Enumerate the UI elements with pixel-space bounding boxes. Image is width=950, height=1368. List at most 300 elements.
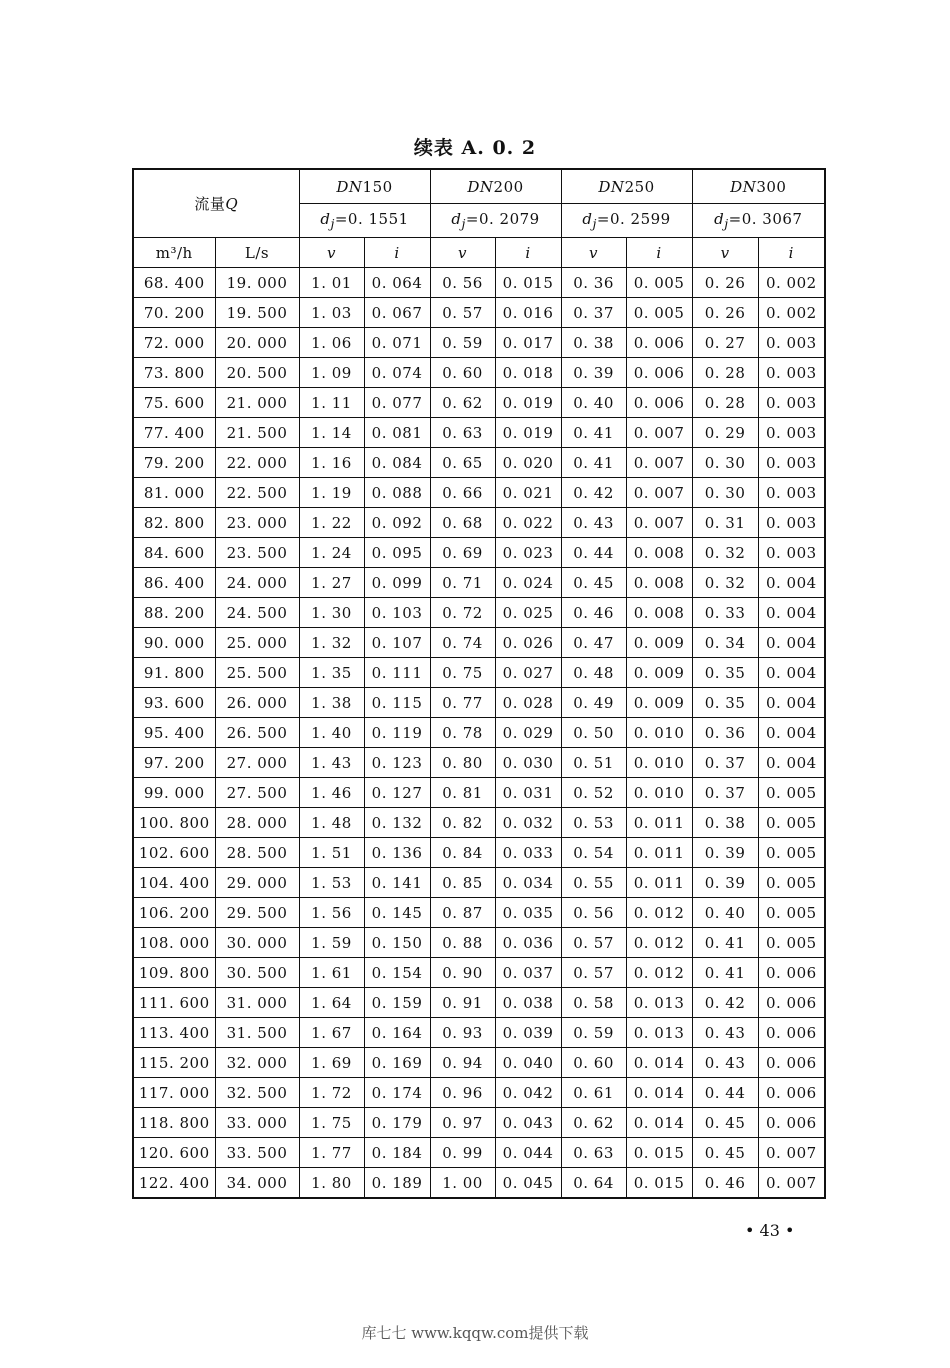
table-cell: 0. 50: [561, 718, 626, 748]
table-row: [133, 988, 825, 1018]
table-cell: 0. 006: [758, 1048, 825, 1078]
table-cell: 0. 26: [692, 298, 758, 328]
dj-value: =0. 2079: [465, 210, 540, 228]
table-cell: 0. 66: [430, 478, 495, 508]
table-cell: 0. 41: [692, 928, 758, 958]
table-cell: 1. 27: [299, 568, 364, 598]
table-cell: 0. 103: [364, 598, 430, 628]
table-cell: 0. 010: [626, 778, 692, 808]
table-cell: 0. 033: [495, 838, 561, 868]
table-cell: 81. 000: [133, 478, 215, 508]
dn-prefix: DN: [336, 177, 363, 196]
table-cell: 0. 044: [495, 1138, 561, 1168]
table-cell: 86. 400: [133, 568, 215, 598]
table-cell: 117. 000: [133, 1078, 215, 1108]
table-row: [133, 568, 825, 598]
flow-symbol: Q: [225, 195, 239, 213]
table-cell: 0. 78: [430, 718, 495, 748]
table-cell: 1. 24: [299, 538, 364, 568]
table-row: [133, 868, 825, 898]
table-cell: 72. 000: [133, 328, 215, 358]
table-body: [133, 268, 825, 1199]
dj-header-0: [299, 204, 430, 238]
table-cell: 1. 43: [299, 748, 364, 778]
table-cell: 0. 72: [430, 598, 495, 628]
table-row: [133, 358, 825, 388]
table-cell: 21. 500: [215, 418, 299, 448]
table-cell: 0. 038: [495, 988, 561, 1018]
table-cell: 0. 018: [495, 358, 561, 388]
table-row: [133, 1168, 825, 1199]
table-cell: 1. 80: [299, 1168, 364, 1199]
table-cell: 0. 092: [364, 508, 430, 538]
table-cell: 0. 189: [364, 1168, 430, 1199]
table-cell: 0. 32: [692, 538, 758, 568]
table-cell: 0. 016: [495, 298, 561, 328]
table-cell: 0. 91: [430, 988, 495, 1018]
table-cell: 0. 013: [626, 1018, 692, 1048]
table-cell: 1. 06: [299, 328, 364, 358]
table-cell: 1. 09: [299, 358, 364, 388]
table-cell: 0. 031: [495, 778, 561, 808]
dn-header-1: [430, 169, 561, 204]
table-cell: 0. 48: [561, 658, 626, 688]
i-header: i: [626, 238, 692, 268]
table-cell: 0. 008: [626, 568, 692, 598]
table-cell: 0. 61: [561, 1078, 626, 1108]
table-cell: 0. 009: [626, 628, 692, 658]
table-cell: 0. 99: [430, 1138, 495, 1168]
table-cell: 0. 006: [626, 358, 692, 388]
table-cell: 0. 29: [692, 418, 758, 448]
dn-prefix: DN: [598, 177, 625, 196]
table-cell: 0. 57: [561, 928, 626, 958]
table-cell: 33. 500: [215, 1138, 299, 1168]
table-cell: 1. 69: [299, 1048, 364, 1078]
table-cell: 0. 004: [758, 598, 825, 628]
table-cell: 30. 500: [215, 958, 299, 988]
table-cell: 0. 005: [758, 778, 825, 808]
table-cell: 0. 014: [626, 1108, 692, 1138]
table-cell: 88. 200: [133, 598, 215, 628]
table-cell: 0. 025: [495, 598, 561, 628]
table-cell: 0. 64: [561, 1168, 626, 1199]
dj-sub: j: [592, 216, 597, 231]
table-cell: 1. 46: [299, 778, 364, 808]
dn-value: 150: [362, 177, 393, 196]
table-cell: 0. 39: [692, 868, 758, 898]
table-cell: 0. 032: [495, 808, 561, 838]
table-cell: 0. 004: [758, 658, 825, 688]
table-cell: 0. 004: [758, 688, 825, 718]
table-cell: 0. 77: [430, 688, 495, 718]
table-cell: 0. 015: [626, 1138, 692, 1168]
table-row: [133, 808, 825, 838]
table-cell: 0. 57: [561, 958, 626, 988]
table-cell: 0. 071: [364, 328, 430, 358]
table-row: [133, 538, 825, 568]
table-cell: 1. 72: [299, 1078, 364, 1108]
table-cell: 100. 800: [133, 808, 215, 838]
table-cell: 0. 014: [626, 1078, 692, 1108]
table-cell: 0. 003: [758, 538, 825, 568]
table-row: [133, 658, 825, 688]
table-cell: 0. 067: [364, 298, 430, 328]
table-cell: 82. 800: [133, 508, 215, 538]
table-cell: 0. 27: [692, 328, 758, 358]
table-cell: 0. 41: [561, 448, 626, 478]
table-row: [133, 478, 825, 508]
table-cell: 0. 36: [561, 268, 626, 298]
table-cell: 0. 015: [626, 1168, 692, 1199]
table-cell: 27. 500: [215, 778, 299, 808]
table-cell: 0. 150: [364, 928, 430, 958]
table-cell: 23. 000: [215, 508, 299, 538]
table-cell: 0. 51: [561, 748, 626, 778]
table-cell: 104. 400: [133, 868, 215, 898]
table-cell: 0. 042: [495, 1078, 561, 1108]
table-cell: 0. 52: [561, 778, 626, 808]
table-cell: 31. 500: [215, 1018, 299, 1048]
table-cell: 0. 030: [495, 748, 561, 778]
table-cell: 0. 53: [561, 808, 626, 838]
table-cell: 0. 024: [495, 568, 561, 598]
table-cell: 84. 600: [133, 538, 215, 568]
i-header: i: [758, 238, 825, 268]
table-row: [133, 688, 825, 718]
table-cell: 32. 000: [215, 1048, 299, 1078]
table-cell: 0. 003: [758, 448, 825, 478]
table-cell: 28. 000: [215, 808, 299, 838]
table-row: [133, 298, 825, 328]
table-cell: 0. 81: [430, 778, 495, 808]
unit-m3h: m³/h: [133, 238, 215, 268]
table-row: [133, 1078, 825, 1108]
table-cell: 0. 57: [430, 298, 495, 328]
flow-header: [133, 169, 299, 238]
table-cell: 0. 54: [561, 838, 626, 868]
table-cell: 0. 169: [364, 1048, 430, 1078]
table-cell: 0. 007: [758, 1168, 825, 1199]
table-cell: 0. 005: [626, 298, 692, 328]
table-cell: 0. 159: [364, 988, 430, 1018]
table-cell: 0. 59: [561, 1018, 626, 1048]
v-header: v: [561, 238, 626, 268]
unit-ls: L/s: [215, 238, 299, 268]
table-cell: 0. 37: [692, 748, 758, 778]
dj-label: d: [714, 210, 725, 228]
table-cell: 1. 53: [299, 868, 364, 898]
table-cell: 20. 000: [215, 328, 299, 358]
dn-header-3: [692, 169, 825, 204]
table-row: [133, 928, 825, 958]
table-cell: 0. 62: [561, 1108, 626, 1138]
table-cell: 25. 500: [215, 658, 299, 688]
table-cell: 0. 31: [692, 508, 758, 538]
table-cell: 93. 600: [133, 688, 215, 718]
table-cell: 0. 45: [692, 1138, 758, 1168]
table-cell: 0. 45: [692, 1108, 758, 1138]
dj-sub: j: [724, 216, 729, 231]
v-header: v: [430, 238, 495, 268]
table-cell: 0. 006: [626, 328, 692, 358]
table-cell: 22. 500: [215, 478, 299, 508]
flow-label: 流量: [194, 195, 226, 213]
table-cell: 0. 115: [364, 688, 430, 718]
table-cell: 1. 32: [299, 628, 364, 658]
table-row: [133, 718, 825, 748]
table-cell: 0. 021: [495, 478, 561, 508]
table-cell: 0. 019: [495, 418, 561, 448]
table-cell: 0. 043: [495, 1108, 561, 1138]
table-cell: 0. 005: [758, 808, 825, 838]
table-cell: 0. 005: [758, 868, 825, 898]
table-cell: 0. 027: [495, 658, 561, 688]
page-number: • 43 •: [745, 1221, 795, 1240]
table-cell: 29. 000: [215, 868, 299, 898]
table-cell: 1. 40: [299, 718, 364, 748]
table-cell: 0. 90: [430, 958, 495, 988]
table-cell: 0. 007: [758, 1138, 825, 1168]
table-cell: 120. 600: [133, 1138, 215, 1168]
table-cell: 0. 004: [758, 748, 825, 778]
table-cell: 0. 081: [364, 418, 430, 448]
table-row: [133, 328, 825, 358]
table-cell: 0. 015: [495, 268, 561, 298]
table-cell: 19. 500: [215, 298, 299, 328]
table-cell: 0. 013: [626, 988, 692, 1018]
table-cell: 1. 30: [299, 598, 364, 628]
table-title: 续表 A. 0. 2: [413, 137, 537, 159]
table-cell: 0. 007: [626, 448, 692, 478]
table-cell: 0. 60: [430, 358, 495, 388]
table-cell: 0. 004: [758, 718, 825, 748]
table-cell: 21. 000: [215, 388, 299, 418]
table-cell: 0. 004: [758, 628, 825, 658]
table-cell: 106. 200: [133, 898, 215, 928]
table-cell: 0. 84: [430, 838, 495, 868]
table-cell: 68. 400: [133, 268, 215, 298]
table-cell: 0. 020: [495, 448, 561, 478]
table-cell: 0. 56: [561, 898, 626, 928]
table-cell: 0. 111: [364, 658, 430, 688]
table-cell: 27. 000: [215, 748, 299, 778]
table-cell: 0. 43: [692, 1018, 758, 1048]
table-cell: 122. 400: [133, 1168, 215, 1199]
table-cell: 1. 56: [299, 898, 364, 928]
table-cell: 1. 14: [299, 418, 364, 448]
table-cell: 99. 000: [133, 778, 215, 808]
table-cell: 32. 500: [215, 1078, 299, 1108]
table-row: [133, 898, 825, 928]
table-cell: 0. 62: [430, 388, 495, 418]
table-cell: 0. 75: [430, 658, 495, 688]
table-cell: 1. 19: [299, 478, 364, 508]
table-cell: 24. 000: [215, 568, 299, 598]
table-cell: 0. 010: [626, 748, 692, 778]
table-cell: 0. 088: [364, 478, 430, 508]
dj-sub: j: [330, 216, 335, 231]
table-cell: 0. 44: [561, 538, 626, 568]
table-cell: 22. 000: [215, 448, 299, 478]
table-cell: 33. 000: [215, 1108, 299, 1138]
table-cell: 0. 69: [430, 538, 495, 568]
table-cell: 34. 000: [215, 1168, 299, 1199]
table-cell: 0. 60: [561, 1048, 626, 1078]
table-cell: 0. 077: [364, 388, 430, 418]
table-cell: 108. 000: [133, 928, 215, 958]
table-cell: 0. 005: [758, 898, 825, 928]
table-cell: 0. 074: [364, 358, 430, 388]
table-cell: 0. 179: [364, 1108, 430, 1138]
table-cell: 0. 97: [430, 1108, 495, 1138]
dj-value: =0. 3067: [728, 210, 803, 228]
table-cell: 0. 006: [626, 388, 692, 418]
dj-sub: j: [461, 216, 466, 231]
table-cell: 0. 002: [758, 268, 825, 298]
table-cell: 0. 006: [758, 1078, 825, 1108]
table-cell: 0. 59: [430, 328, 495, 358]
table-cell: 79. 200: [133, 448, 215, 478]
table-cell: 0. 85: [430, 868, 495, 898]
watermark-text: 库七七 www.kqqw.com提供下载: [361, 1324, 589, 1342]
table-cell: 0. 33: [692, 598, 758, 628]
table-cell: 0. 39: [692, 838, 758, 868]
table-cell: 0. 63: [430, 418, 495, 448]
flow-table: [132, 168, 826, 1199]
table-cell: 0. 63: [561, 1138, 626, 1168]
table-cell: 0. 28: [692, 358, 758, 388]
table-cell: 0. 34: [692, 628, 758, 658]
table-cell: 0. 014: [626, 1048, 692, 1078]
table-cell: 23. 500: [215, 538, 299, 568]
dj-header-3: [692, 204, 825, 238]
dj-header-2: [561, 204, 692, 238]
table-cell: 24. 500: [215, 598, 299, 628]
table-cell: 0. 003: [758, 358, 825, 388]
table-cell: 1. 03: [299, 298, 364, 328]
table-cell: 0. 154: [364, 958, 430, 988]
table-cell: 0. 42: [561, 478, 626, 508]
i-header: i: [364, 238, 430, 268]
table-cell: 0. 039: [495, 1018, 561, 1048]
table-row: [133, 778, 825, 808]
table-cell: 0. 58: [561, 988, 626, 1018]
i-header: i: [495, 238, 561, 268]
table-cell: 0. 084: [364, 448, 430, 478]
table-cell: 0. 022: [495, 508, 561, 538]
table-cell: 0. 35: [692, 658, 758, 688]
table-cell: 0. 012: [626, 958, 692, 988]
dn-value: 250: [624, 177, 655, 196]
table-cell: 0. 006: [758, 1108, 825, 1138]
table-cell: 31. 000: [215, 988, 299, 1018]
table-cell: 0. 009: [626, 658, 692, 688]
table-cell: 77. 400: [133, 418, 215, 448]
table-cell: 1. 00: [430, 1168, 495, 1199]
table-cell: 1. 75: [299, 1108, 364, 1138]
table-cell: 115. 200: [133, 1048, 215, 1078]
table-cell: 0. 45: [561, 568, 626, 598]
table-row: [133, 418, 825, 448]
table-cell: 0. 141: [364, 868, 430, 898]
table-cell: 0. 107: [364, 628, 430, 658]
table-cell: 1. 16: [299, 448, 364, 478]
table-cell: 0. 38: [692, 808, 758, 838]
table-row: [133, 958, 825, 988]
table-cell: 0. 82: [430, 808, 495, 838]
table-cell: 0. 005: [758, 928, 825, 958]
table-cell: 0. 30: [692, 448, 758, 478]
table-cell: 0. 55: [561, 868, 626, 898]
table-cell: 0. 007: [626, 418, 692, 448]
table-cell: 0. 38: [561, 328, 626, 358]
table-cell: 0. 006: [758, 988, 825, 1018]
table-cell: 0. 017: [495, 328, 561, 358]
table-cell: 0. 39: [561, 358, 626, 388]
table-row: [133, 628, 825, 658]
dn-header-2: [561, 169, 692, 204]
table-cell: 0. 012: [626, 898, 692, 928]
table-cell: 0. 35: [692, 688, 758, 718]
dj-label: d: [582, 210, 593, 228]
table-cell: 0. 41: [692, 958, 758, 988]
table-cell: 0. 123: [364, 748, 430, 778]
dj-header-1: [430, 204, 561, 238]
table-cell: 111. 600: [133, 988, 215, 1018]
table-cell: 0. 46: [561, 598, 626, 628]
table-cell: 0. 005: [758, 838, 825, 868]
table-cell: 0. 011: [626, 868, 692, 898]
table-cell: 0. 010: [626, 718, 692, 748]
table-cell: 0. 040: [495, 1048, 561, 1078]
table-cell: 97. 200: [133, 748, 215, 778]
table-cell: 0. 003: [758, 388, 825, 418]
table-cell: 0. 011: [626, 808, 692, 838]
table-cell: 0. 136: [364, 838, 430, 868]
table-cell: 0. 002: [758, 298, 825, 328]
table-cell: 0. 026: [495, 628, 561, 658]
table-cell: 0. 96: [430, 1078, 495, 1108]
table-cell: 113. 400: [133, 1018, 215, 1048]
table-cell: 0. 036: [495, 928, 561, 958]
table-cell: 0. 005: [626, 268, 692, 298]
table-cell: 0. 43: [692, 1048, 758, 1078]
table-cell: 0. 43: [561, 508, 626, 538]
table-cell: 26. 500: [215, 718, 299, 748]
table-cell: 0. 49: [561, 688, 626, 718]
dn-value: 300: [756, 177, 787, 196]
table-cell: 1. 51: [299, 838, 364, 868]
table-row: [133, 1138, 825, 1168]
dj-value: =0. 1551: [334, 210, 409, 228]
table-cell: 90. 000: [133, 628, 215, 658]
table-row: [133, 838, 825, 868]
table-cell: 0. 42: [692, 988, 758, 1018]
table-cell: 0. 006: [758, 958, 825, 988]
dj-label: d: [451, 210, 462, 228]
table-cell: 1. 59: [299, 928, 364, 958]
table-cell: 0. 003: [758, 418, 825, 448]
table-cell: 0. 30: [692, 478, 758, 508]
table-cell: 0. 037: [495, 958, 561, 988]
table-cell: 0. 034: [495, 868, 561, 898]
table-cell: 0. 28: [692, 388, 758, 418]
table-cell: 0. 004: [758, 568, 825, 598]
table-cell: 0. 47: [561, 628, 626, 658]
table-cell: 0. 74: [430, 628, 495, 658]
table-cell: 0. 028: [495, 688, 561, 718]
